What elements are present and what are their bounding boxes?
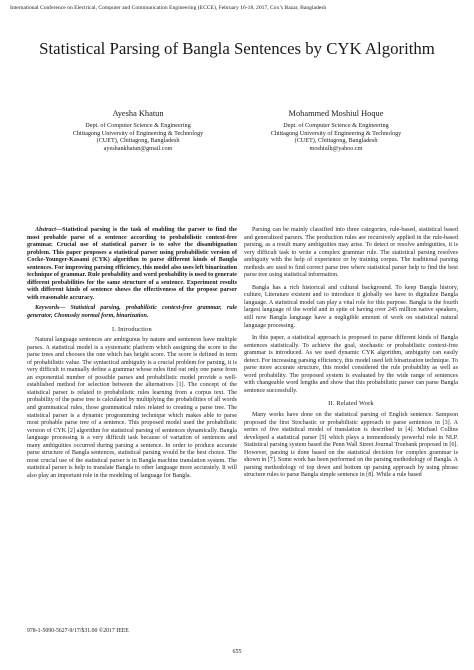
author-email: moshiulh@yahoo.cm — [309, 144, 363, 152]
author-city: (CUET), Chittagong, Bangladesh — [294, 137, 378, 145]
copyright-footer: 978-1-5090-5627-9/17/$31.00 ©2017 IEEE — [27, 628, 129, 634]
author-dept: Dept. of Computer Science & Engineering — [283, 122, 389, 129]
author-dept: Dept. of Computer Science & Engineering — [85, 122, 191, 129]
section-heading-introduction: I. Introduction — [112, 325, 152, 333]
body-paragraph: Parsing can be mainly classified into three categories, rule-based, statistical based and generalized parsers. The production rules are recursively applied in the rule-based parsing, as a result many ambiguities may arise. To detect or resolve ambiguities, it is very difficult task to write a complex grammar rule. The statistical parsing resolves ambiguity with the help of experience or by training corpus. The traditional parsing methods are used to find correct parse tree where statistical parser help to find the best parse tree using statistical information. — [244, 227, 458, 279]
related-work-paragraph: Many works have done on the statistical parsing of English sentence. Sampson proposed the first Stochastic or probabilistic approach to parse sentences in [3]. A series of five statistical model of translation is described in [4]. Michael Collins developed a statistical parser [5] which plays a tremendously powerful role in NLP. Statistical parsing system based the Penn Wall Street Journal Treebank proposed in [6]. However, parsing is done based on the statistical decision for complex grammar is shown in [7]. Some work has been performed on the parsing methodology of Bangla. A parsing methodology of top down and bottom up parsing approach by using phrase structure rules to parse Bangla simple sentence in [8]. While a rule based — [244, 412, 458, 479]
conference-header: International Conference on Electrical, Computer and Communication Engineering (ECCE), February 16-18, 2017, Cox’s Bazar, Bangladesh — [10, 5, 327, 11]
author-university: Chittagong University of Engineering & Technology — [72, 129, 204, 137]
body-paragraph: In this paper, a statistical approach is proposed to parse different kinds of Bangla sentences statistically. To achieve the goal, stochastic or probabilistic context-free grammar is introduced. As we used dynamic CYK algorithm, ambiguity can easily detect. For increasing parsing efficiency, this model used left binarization technique. To parse more accurate structure, this model considered the rule probability as well as word probability. The proposed system is evaluated by the wide range of sentences with changeable word lengths and show that this probabilistic parser can parse Bangla sentence successfully. — [244, 335, 458, 394]
author-city: (CUET), Chittagong, Bangladesh — [96, 137, 180, 145]
abstract — [27, 227, 237, 302]
page-number: 655 — [232, 649, 242, 655]
section-heading-related-work: II. Related Work — [328, 400, 374, 408]
body-paragraph: Bangla has a rich historical and cultural background. To keep Bangla history, culture, Literature existent and to introduce it globally we have to digitalize Bangla language. A statistical model can play a vital role for this purpose. Bangla is the fourth largest language of the world and in spite of having over 245 million native speakers, still now Bangla language have a negligible amount of work on statistical natural language processing. — [244, 284, 458, 329]
abstract-lead: Abstract — [35, 227, 56, 233]
author-block-1 — [40, 108, 236, 152]
keywords-lead: Keywords— — [35, 305, 66, 312]
paper-title: Statistical Parsing of Bangla Sentences by CYK Algorithm — [39, 39, 435, 58]
author-name: Ayesha Khatun — [112, 109, 164, 118]
author-name: Mohammed Moshiul Hoque — [288, 109, 384, 118]
abstract-text: —Statistical parsing is the task of enabling the parser to find the most probable parse of a sentence according to probabilistic context-free grammar. Crucial use of statistical parser is to solve the disambiguation problem. This paper proposes a statistical parser using probabilistic version of Cocke-Younger-Kasami (CYK) algorithm to parse different kinds of Bangla sentences. For improving parsing efficiency, this model also uses left binarization technique of grammar. Rule probability and word probability is used to generate different probabilities for the same structure of a sentence. Experiment results with different kinds of sentence shows the effectiveness of the propose parser with reasonable accuracy. — [27, 227, 237, 301]
left-column — [27, 227, 237, 481]
author-university: Chittagong University of Engineering & Technology — [270, 129, 402, 137]
author-block-2 — [238, 108, 434, 152]
keywords — [27, 305, 237, 320]
author-email: ayeshankhatun@gmail.com — [103, 144, 173, 152]
right-column — [244, 227, 458, 480]
intro-paragraph: Natural language sentences are ambiguous by nature and sentences have multiple parses. A statistical model is a systematic platform which assigning the score to the parse trees and chooses the one which has height score. The score is defined in term of probabilistic value. The syntactical ambiguity is a crucial problem for parsing, it is very difficult to manually define a grammar whose rules find out only one parse from an exponential number of possible parses and probabilistic model provide a well-established method for selection between the alternatives [1]. The concept of the statistical parser is related to probabilistic rules learning from a corpus text. The probability of the parse tree is calculated by multiplying the probabilities of all words and grammatical rules, those grammatical rules related to creating a parse tree. The statistical parser is a dynamic programming technique which makes able to parse most probable parse tree of a sentence. This proposed model used the probabilistic version of CYK [2] algorithm for statistical parsing of sentences dynamically. Bangla language processing is a very difficult task because of variation of sentences and many ambiguities occurred during parsing a sentence. In order to produce accurate parse structure of Bangla sentences, statistical parsing would be the best choice. The most crucial use of the statistical parser is in Bangla machine translation system. The statistical parser is help to translate Bangla to other language more accurately. It will also play an important role in the modeling of language for Bangla. — [27, 337, 237, 479]
keywords-text: Statistical parsing, probabilistic context-free grammar, rule generator, Chomssky normal form, binarization. — [27, 305, 237, 320]
